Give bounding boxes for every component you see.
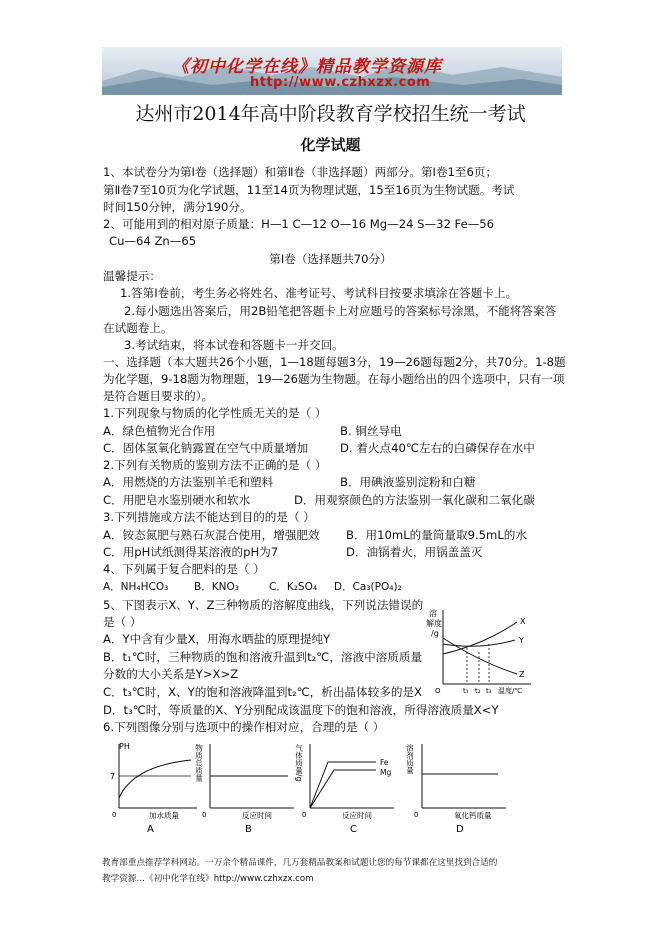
banner-title: 《初中化学在线》精品教学资源库 [172,57,442,77]
intro-line: 1、本试卷分为第Ⅰ卷（选择题）和第Ⅱ卷（非选择题）两部分。第Ⅰ卷1至6页； [103,165,498,179]
tick-label: t₂ [475,687,481,695]
footer-line: 教育部重点推荐学科网站。一万余个精品课件，几万套精品教案和试题让您的每节课都在这里找到合适的 [102,858,498,868]
origin-label: 0 [302,811,307,819]
tick-label: t₃ [486,687,492,695]
option-a: A．用燃烧的方法鉴别羊毛和塑料 [103,475,274,489]
origin-label: O [435,687,441,695]
graph-a [105,740,200,835]
intro-line: 2、可能用到的相对原子质量：H—1 C—12 O—16 Mg—24 S—32 Fe—56 [103,217,495,231]
tips-heading: 温馨提示： [103,269,161,283]
y-label: 溶剂质量 [405,744,415,774]
intro-line: Cu—64 Zn—65 [109,234,197,248]
y-label: /g [431,629,439,638]
x-label: 氧化钙质量 [454,811,492,820]
header-banner [102,47,562,95]
origin-label: 0 [202,811,207,819]
y-label: 溶 [429,609,437,618]
page-title: 达州市2014年高中阶段教育学校招生统一考试 [135,103,526,125]
intro-line: 时间150分钟，满分190分。 [103,200,252,214]
option-c: C．用肥皂水鉴别硬水和软水 [103,493,251,507]
tip-item: 3.考试结束，将本试卷和答题卡一并交回。 [124,338,344,352]
x-label: 反应时间 [342,811,372,820]
y-label: 解度 [426,619,442,628]
question-stem: 4、下列属于复合肥料的是（ ） [103,562,265,576]
graph-letter: C [350,824,357,835]
option-c: C．固体氢氧化钠露置在空气中质量增加 [103,441,309,455]
section-line: 为化学题，9-18题为物理题，19—26题为生物题。在每小题给出的四个选项中，只有一项 [103,372,565,386]
y-label: PH [119,742,130,751]
x-label: 加水质量 [149,811,179,820]
y-label: 物质总质量 [194,744,204,782]
option-b: B．t₁℃时，三种物质的饱和溶液升温到t₂℃，溶液中溶质质量 [103,650,423,664]
question-stem: 5、下图表示X、Y、Z三种物质的溶解度曲线，下列说法错误的 [103,598,424,612]
curve-x [443,622,517,654]
curve-label-z: Z [519,670,525,679]
intro-line: 第Ⅱ卷7至10页为化学试题，11至14页为物理试题，15至16页为生物试题。考试 [103,183,515,197]
graph-b [194,740,298,835]
graph-letter: A [147,824,154,835]
tip-item: 在试题卷上。 [103,321,173,335]
tip-item: 1.答第Ⅰ卷前，考生务必将姓名、准考证号、考试科目按要求填涂在答题卡上。 [120,286,518,300]
y-mark: 7 [110,772,116,781]
curve-z [443,638,517,674]
question-stem: 1.下列现象与物质的化学性质无关的是（ ） [103,406,327,420]
option-c: C．用pH试纸测得某溶液的pH为7 [103,545,279,559]
option-a: A．铵态氮肥与熟石灰混合使用，增强肥效 [103,528,320,542]
mg-label: Mg [380,768,392,777]
option-d: D．Ca₃(PO₄)₂ [334,581,402,593]
curve-label-y: Y [519,636,524,645]
option-b: B．KNO₃ [194,581,239,593]
origin-label: 0 [112,811,117,819]
y-label: 气体质量/g [294,744,304,782]
option-b-cont: 分数的大小关系是Y>X>Z [103,667,239,681]
mg-line [310,770,376,808]
graph-letter: B [245,824,252,835]
graph-d [405,740,508,835]
fe-line [310,762,376,808]
option-a: A．绿色植物光合作用 [103,424,216,438]
section-line: 一、选择题（本大题共26个小题，1—18题每题3分，19—26题每题2分，共70分。1-8题 [103,355,566,369]
option-b: B. 铜丝导电 [340,424,402,438]
graph-c [294,740,398,835]
question-stem: 3.下列措施或方法不能达到目的的是（ ） [103,510,315,524]
option-d: D. 着火点40℃左右的白磷保存在水中 [340,441,535,455]
option-a: A．NH₄HCO₃ [103,581,169,593]
option-c: C．K₂SO₄ [269,581,318,593]
option-b: B．用碘液鉴别淀粉和白糖 [340,475,476,489]
curve-label-x: X [520,617,526,626]
option-a: A．Y中含有少量X，用海水晒盐的原理提纯Y [103,632,331,646]
x-label: 温度/℃ [498,687,523,695]
fe-label: Fe [380,758,389,767]
footer-line: 教学资源…《初中化学在线》http://www.czhxzx.com [102,874,314,884]
section-line: 是符合题目要求的）。 [103,389,214,403]
tip-item: 2.每小题选出答案后，用2B铅笔把答题卡上对应题号的答案标号涂黑，不能将答案答 [124,304,557,318]
origin-label: 0 [414,811,419,819]
option-d: D．油锅着火，用锅盖盖灭 [346,545,483,559]
option-d: D．用观察颜色的方法鉴别一氧化碳和二氧化碳 [294,493,535,507]
part1-heading: 第Ⅰ卷（选择题共70分） [269,252,392,266]
ph-curve [119,760,191,798]
page-subtitle: 化学试题 [300,136,361,154]
option-d: D．t₃℃时，等质量的X、Y分别配成该温度下的饱和溶液，所得溶液质量X<Y [103,703,499,717]
option-c: C．t₃℃时，X、Y的饱和溶液降温到t₂℃，析出晶体较多的是X [103,685,422,699]
x-label: 反应时间 [242,811,272,820]
question-stem-cont: 是（ ） [103,615,142,629]
solubility-graph [425,604,535,696]
tick-label: t₁ [463,687,469,695]
option-b: B．用10mL的量筒量取9.5mL的水 [346,528,527,542]
question-stem: 6.下列图像分别与选项中的操作相对应，合理的是（ ） [103,720,385,734]
banner-url[interactable]: http://www.czhxzx.com [250,75,431,90]
question-stem: 2.下列有关物质的鉴别方法不正确的是（ ） [103,458,327,472]
graph-letter: D [456,824,464,835]
